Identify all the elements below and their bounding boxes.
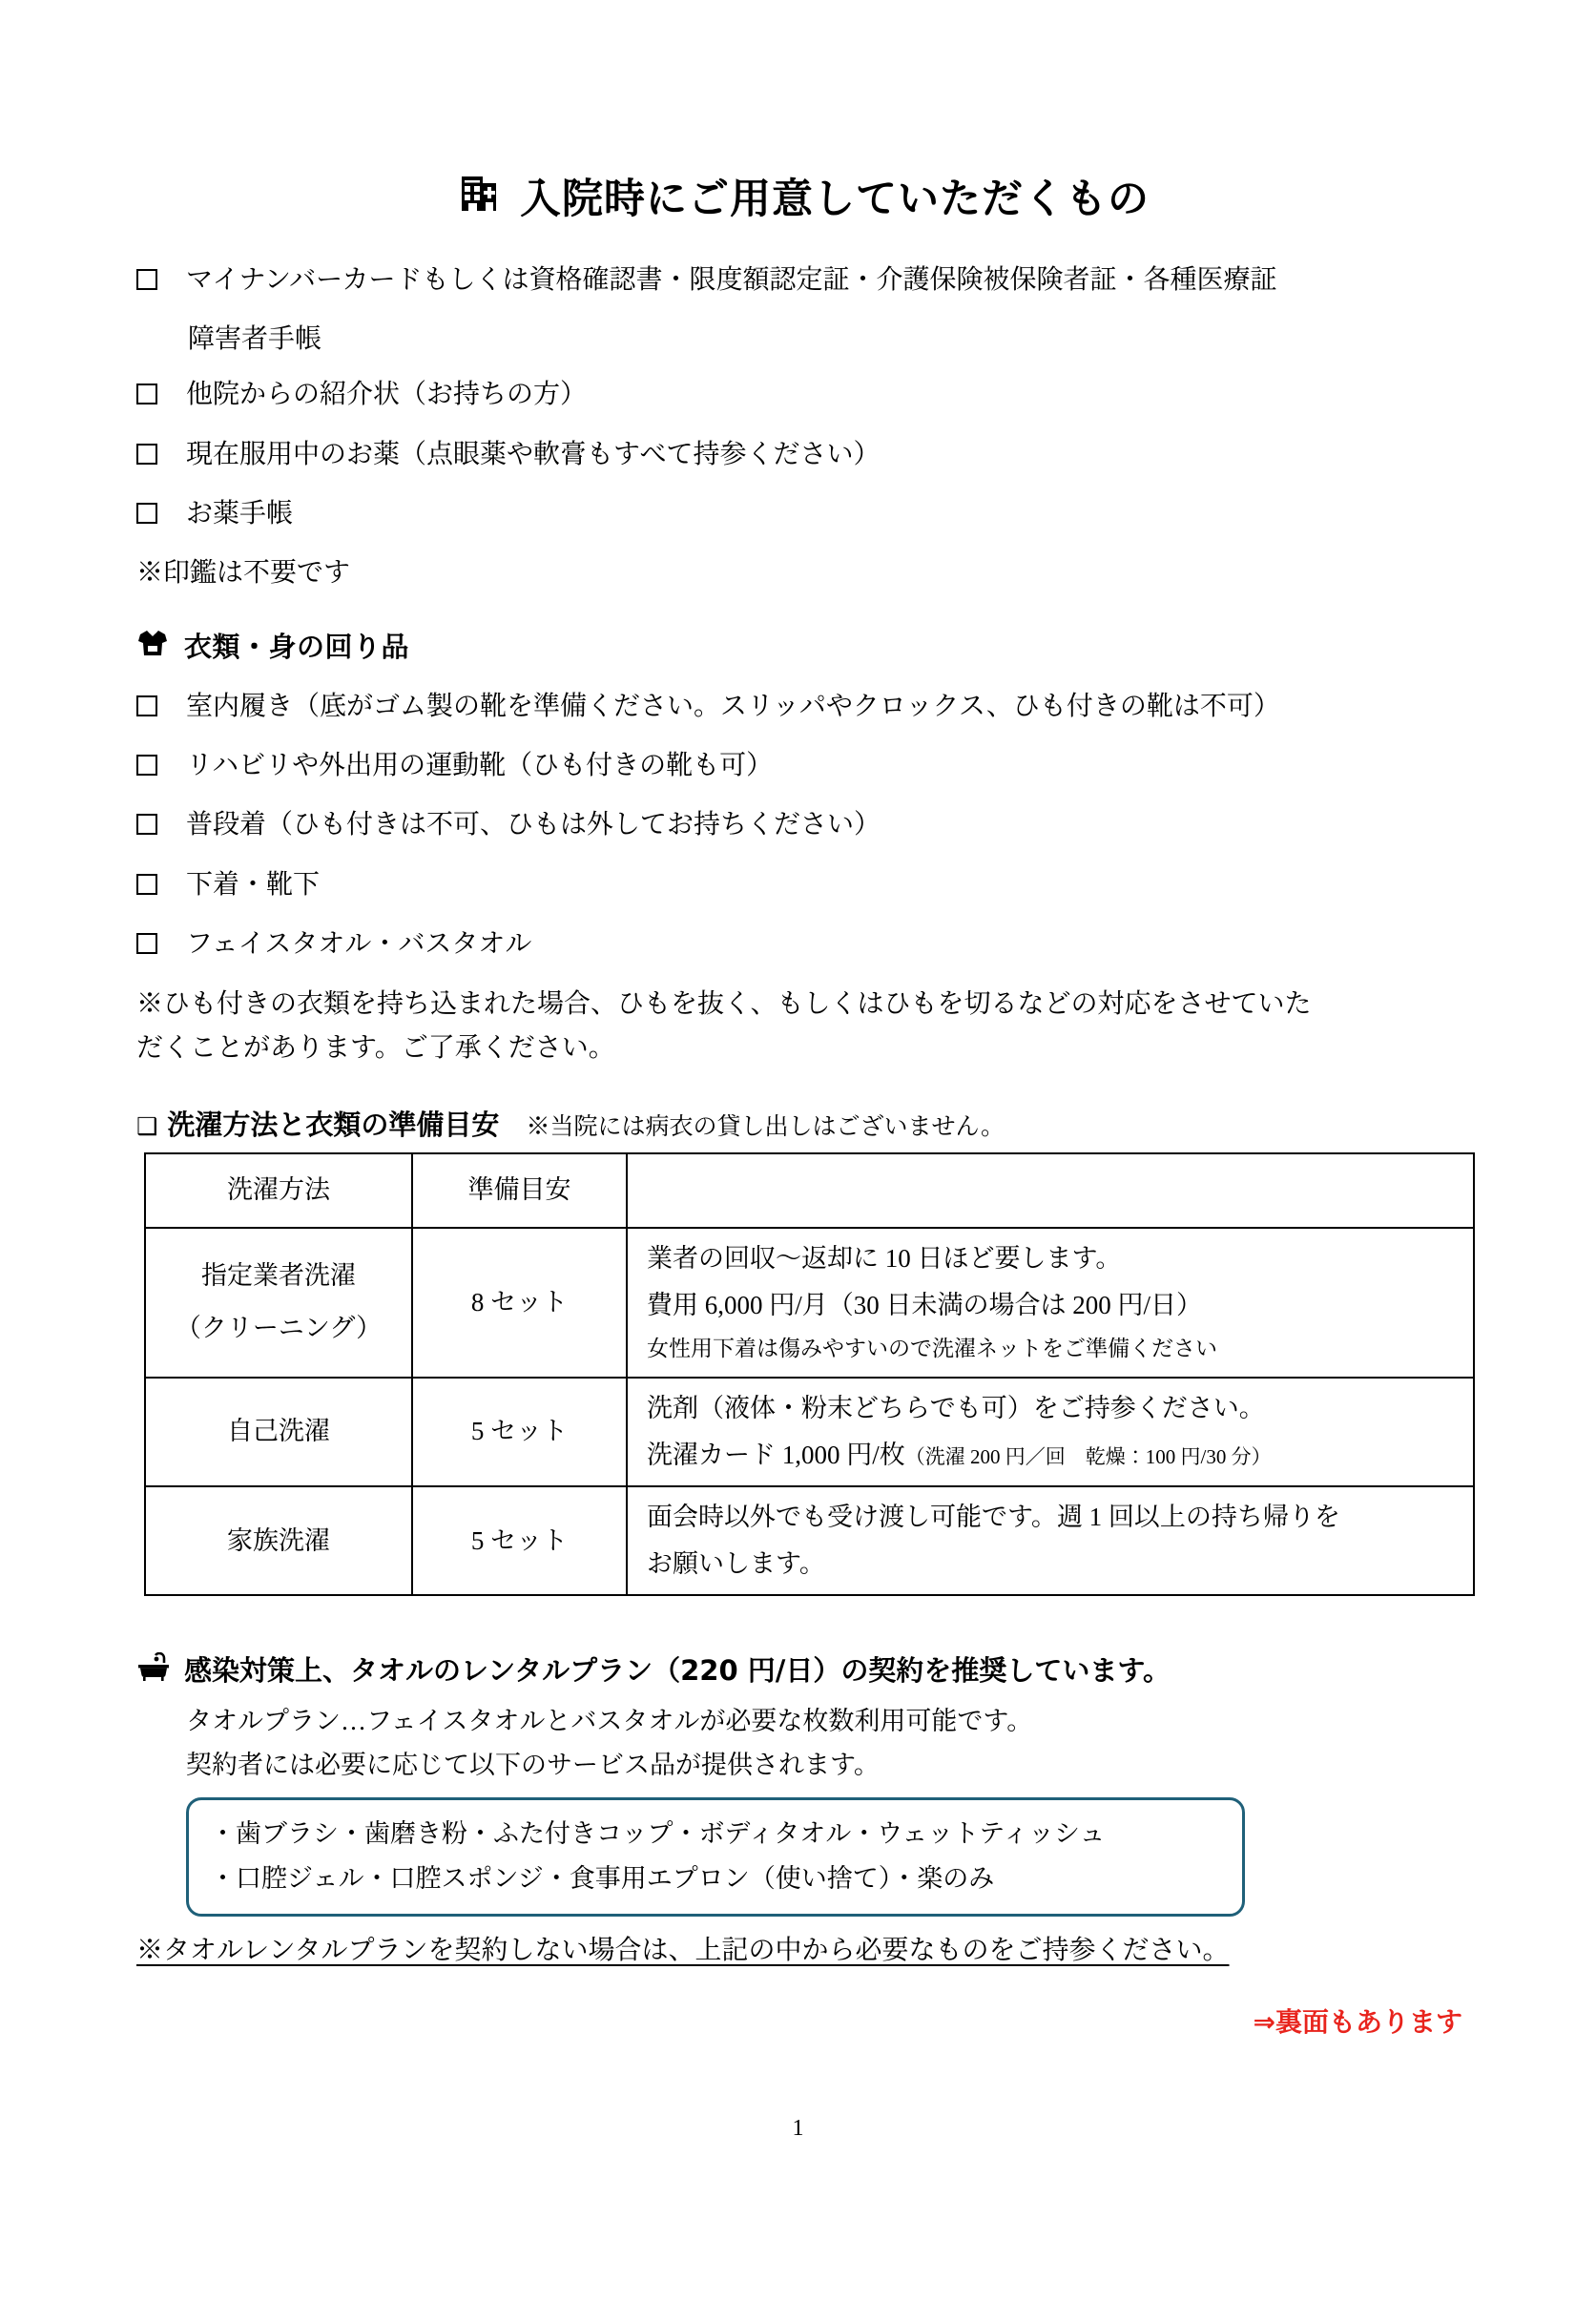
no-rental-note-wrap bbox=[136, 1917, 1472, 1973]
clothing-checklist bbox=[136, 686, 1472, 965]
service-items-line2: ・口腔ジェル・口腔スポンジ・食事用エプロン（使い捨て）・楽のみ bbox=[210, 1863, 995, 1893]
list-item[interactable] bbox=[136, 864, 1472, 906]
list-item[interactable] bbox=[136, 493, 1472, 535]
documents-checklist bbox=[136, 259, 1472, 535]
list-item[interactable] bbox=[136, 434, 1472, 476]
cell-detail-line: お願いします。 bbox=[647, 1549, 825, 1579]
checkbox-icon[interactable] bbox=[136, 755, 157, 776]
list-item-label: 室内履き（底がゴム製の靴を準備ください。スリッパやクロックス、ひも付きの靴は不可） bbox=[186, 691, 1280, 721]
list-item-label: 現在服用中のお薬（点眼薬や軟膏もすべて持参ください） bbox=[186, 439, 881, 469]
list-item-label: フェイスタオル・バスタオル bbox=[186, 928, 532, 959]
laundry-table bbox=[144, 1152, 1475, 1597]
list-item[interactable] bbox=[136, 686, 1472, 728]
checkbox-icon[interactable] bbox=[136, 874, 157, 895]
page-number: 1 bbox=[792, 2116, 804, 2141]
page-content bbox=[136, 0, 1472, 2302]
laundry-section-heading bbox=[136, 1104, 1472, 1143]
checkbox-icon[interactable] bbox=[136, 695, 157, 716]
list-item[interactable] bbox=[136, 374, 1472, 416]
laundry-section-title: 洗濯方法と衣類の準備目安 bbox=[167, 1108, 500, 1141]
cell-sets: 5 セット bbox=[412, 1486, 627, 1595]
stamp-note: ※印鑑は不要です bbox=[136, 558, 351, 589]
service-items-line1: ・歯ブラシ・歯磨き粉・ふた付きコップ・ボディタオル・ウェットティッシュ bbox=[210, 1819, 1106, 1849]
bathtub-icon bbox=[136, 1652, 171, 1686]
clothing-note-line2: だくことがあります。ご了承ください。 bbox=[136, 1033, 615, 1064]
checkbox-icon[interactable] bbox=[136, 503, 157, 524]
list-item[interactable] bbox=[136, 259, 1472, 301]
list-item-label: 他院からの紹介状（お持ちの方） bbox=[186, 380, 588, 410]
cell-method: 家族洗濯 bbox=[145, 1486, 412, 1595]
cell-detail-line: 業者の回収～返却に 10 日ほど要します。 bbox=[647, 1243, 1122, 1273]
page-title bbox=[136, 167, 1472, 225]
list-item[interactable] bbox=[136, 923, 1472, 965]
t-shirt-icon bbox=[136, 629, 169, 662]
cell-sets: 8 セット bbox=[412, 1228, 627, 1378]
cell-sets: 5 セット bbox=[412, 1378, 627, 1486]
checkbox-icon[interactable] bbox=[136, 384, 157, 404]
cell-method bbox=[145, 1228, 412, 1378]
list-item-label: 普段着（ひも付きは不可、ひもは外してお持ちください） bbox=[186, 810, 881, 840]
cell-detail-line: 費用 6,000 円/月（30 日未満の場合は 200 円/日） bbox=[647, 1290, 1203, 1319]
cell-detail-line: 面会時以外でも受け渡し可能です。週 1 回以上の持ち帰りを bbox=[647, 1503, 1340, 1532]
checkbox-icon[interactable] bbox=[136, 444, 157, 465]
cell-method-sub: （クリーニング） bbox=[175, 1314, 383, 1343]
column-header-detail bbox=[627, 1153, 1474, 1228]
laundry-section-note: ※当院には病衣の貸し出しはございません。 bbox=[526, 1113, 1005, 1140]
cell-detail bbox=[627, 1378, 1474, 1486]
clothing-section-heading bbox=[136, 626, 1472, 665]
towel-plan-line2: 契約者には必要に応じて以下のサービス品が提供されます。 bbox=[186, 1751, 880, 1780]
cell-method-main: 指定業者洗濯 bbox=[201, 1260, 356, 1290]
cell-detail-line: 洗剤（液体・粉末どちらでも可）をご持参ください。 bbox=[647, 1393, 1265, 1422]
list-item-label: マイナンバーカードもしくは資格確認書・限度額認定証・介護保険被保険者証・各種医療証 bbox=[186, 265, 1277, 295]
page-title-text: 入院時にご用意していただくもの bbox=[520, 176, 1150, 223]
cell-method: 自己洗濯 bbox=[145, 1378, 412, 1486]
square-bullet-icon: ❑ bbox=[136, 1111, 158, 1140]
clothing-section-title: 衣類・身の回り品 bbox=[184, 630, 410, 663]
list-item-label: リハビリや外出用の運動靴（ひも付きの靴も可） bbox=[186, 751, 774, 781]
cell-detail-mixed bbox=[647, 1435, 1460, 1476]
hospital-building-icon bbox=[459, 174, 499, 218]
table-row bbox=[145, 1486, 1474, 1595]
cell-detail bbox=[627, 1228, 1474, 1378]
checkbox-icon[interactable] bbox=[136, 269, 157, 290]
no-rental-note: ※タオルレンタルプランを契約しない場合は、上記の中から必要なものをご持参ください。 bbox=[136, 1936, 1230, 1966]
list-item-continuation: 障害者手帳 bbox=[188, 324, 322, 355]
towel-section-title: 感染対策上、タオルのレンタルプラン（220 円/日）の契約を推奨しています。 bbox=[184, 1654, 1171, 1688]
towel-section-heading bbox=[136, 1649, 1472, 1689]
laundry-card-detail: （洗濯 200 円／回 乾燥：100 円/30 分） bbox=[904, 1444, 1272, 1468]
list-item-label: お薬手帳 bbox=[186, 498, 294, 529]
laundry-card-price: 洗濯カード 1,000 円/枚 bbox=[647, 1440, 905, 1469]
clothing-note bbox=[136, 983, 1472, 1070]
table-row bbox=[145, 1378, 1474, 1486]
checkbox-icon[interactable] bbox=[136, 814, 157, 835]
see-reverse-note: ⇒裏面もあります bbox=[1253, 2005, 1462, 2038]
table-header-row bbox=[145, 1153, 1474, 1228]
clothing-note-line1: ※ひも付きの衣類を持ち込まれた場合、ひもを抜く、もしくはひもを切るなどの対応をさせていた bbox=[136, 989, 1312, 1020]
list-item[interactable] bbox=[136, 804, 1472, 846]
table-row bbox=[145, 1228, 1474, 1378]
service-items-box bbox=[186, 1797, 1245, 1917]
list-item-label: 下着・靴下 bbox=[186, 869, 321, 900]
column-header-sets: 準備目安 bbox=[412, 1153, 627, 1228]
towel-plan-line1: タオルプラン…フェイスタオルとバスタオルが必要な枚数利用可能です。 bbox=[186, 1707, 1033, 1736]
list-item[interactable] bbox=[136, 745, 1472, 787]
cell-detail-small: 女性用下着は傷みやすいので洗濯ネットをご準備ください bbox=[647, 1336, 1217, 1360]
checkbox-icon[interactable] bbox=[136, 933, 157, 954]
cell-detail bbox=[627, 1486, 1474, 1595]
column-header-method: 洗濯方法 bbox=[145, 1153, 412, 1228]
